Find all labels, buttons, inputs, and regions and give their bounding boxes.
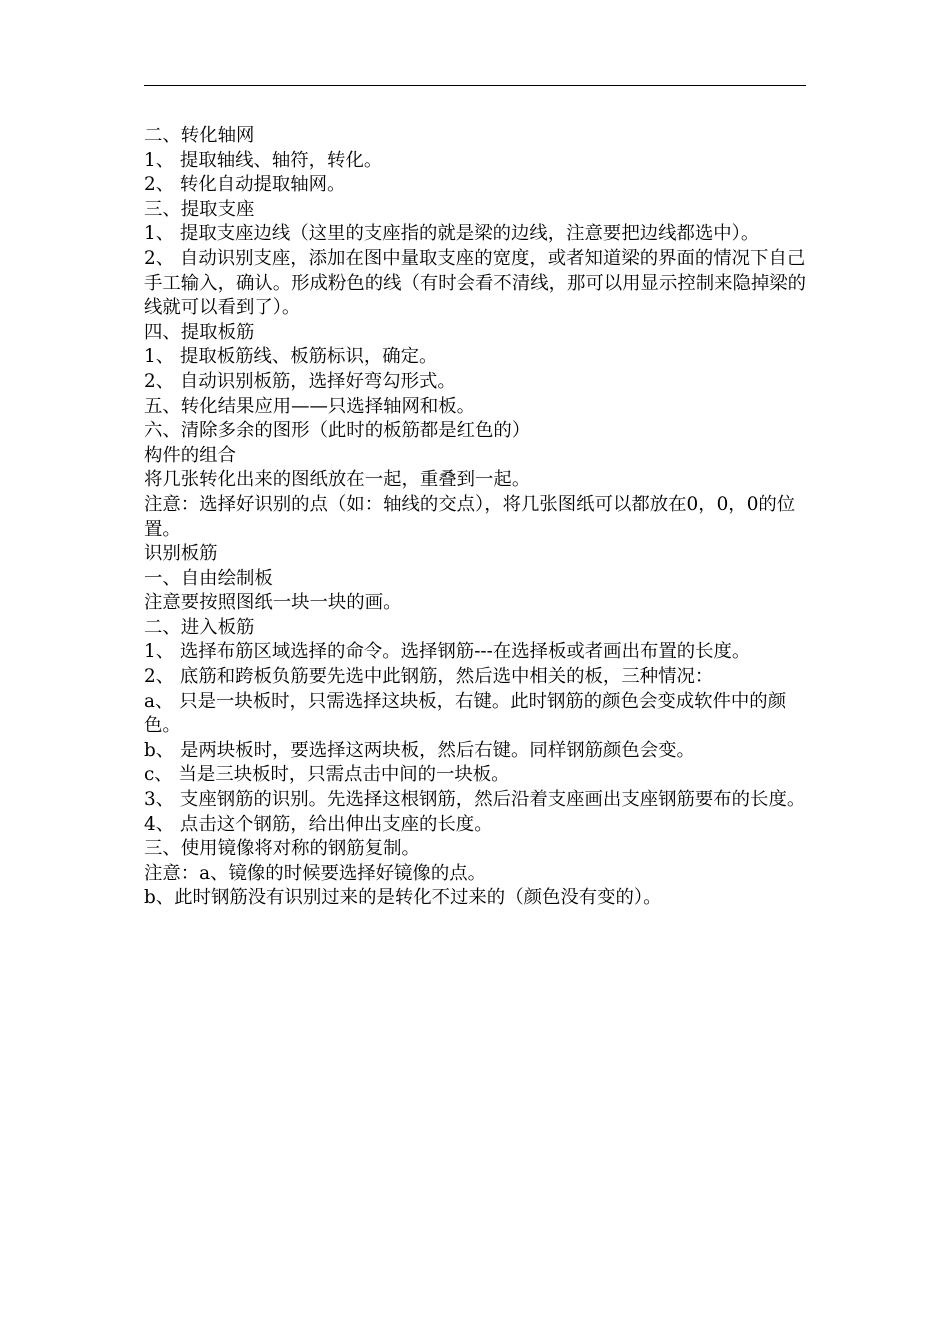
section-heading: 四、提取板筋	[144, 321, 255, 343]
sub-item: a、 只是一块板时，只需选择这块板，右键。此时钢筋的颜色会变成软件中的颜色。	[144, 690, 787, 737]
step-item: 1、 提取支座边线（这里的支座指的就是梁的边线，注意要把边线都选中）。	[144, 223, 760, 245]
sub-item: b、 是两块板时，要选择这两块板，然后右键。同样钢筋颜色会变。	[144, 739, 695, 761]
section-heading: 三、使用镜像将对称的钢筋复制。	[144, 838, 420, 860]
note: 注意要按照图纸一块一块的画。	[144, 592, 402, 614]
step-item: 1、 选择布筋区域选择的命令。选择钢筋---在选择板或者画出布置的长度。	[144, 641, 751, 663]
section-heading: 五、转化结果应用——只选择轴网和板。	[144, 395, 476, 417]
step-item: 1、 提取板筋线、板筋标识，确定。	[144, 346, 438, 368]
note: 注意：a、镜像的时候要选择好镜像的点。	[144, 862, 486, 884]
sub-item: c、 当是三块板时，只需点击中间的一块板。	[144, 764, 510, 786]
paragraph: 将几张转化出来的图纸放在一起，重叠到一起。	[144, 469, 531, 491]
step-item: 2、 自动识别板筋，选择好弯勾形式。	[144, 370, 456, 392]
step-item: 1、 提取轴线、轴符，转化。	[144, 149, 383, 171]
step-item: 4、 点击这个钢筋，给出伸出支座的长度。	[144, 813, 493, 835]
section-heading: 二、进入板筋	[144, 616, 255, 638]
section-heading: 三、提取支座	[144, 198, 255, 220]
topic-heading: 构件的组合	[144, 444, 236, 466]
step-item: 2、 自动识别支座，添加在图中量取支座的宽度，或者知道梁的界面的情况下自己手工输入，确认。形成粉色的线（有时会看不清线，那可以用显示控制来隐掉梁的线就可以看到了）。	[144, 247, 807, 319]
document-body	[144, 124, 808, 911]
note: b、此时钢筋没有识别过来的是转化不过来的（颜色没有变的）。	[144, 887, 662, 909]
step-item: 3、 支座钢筋的识别。先选择这根钢筋，然后沿着支座画出支座钢筋要布的长度。	[144, 789, 806, 811]
section-heading: 二、转化轴网	[144, 125, 255, 146]
step-item: 2、 转化自动提取轴网。	[144, 174, 346, 196]
section-heading: 一、自由绘制板	[144, 567, 273, 589]
header-rule	[144, 85, 806, 86]
topic-heading: 识别板筋	[144, 543, 218, 565]
step-item: 2、 底筋和跨板负筋要先选中此钢筋，然后选中相关的板，三种情况：	[144, 666, 714, 688]
note: 注意：选择好识别的点（如：轴线的交点），将几张图纸可以都放在0，0，0的位置。	[144, 493, 796, 540]
section-heading: 六、清除多余的图形（此时的板筋都是红色的）	[144, 420, 531, 442]
